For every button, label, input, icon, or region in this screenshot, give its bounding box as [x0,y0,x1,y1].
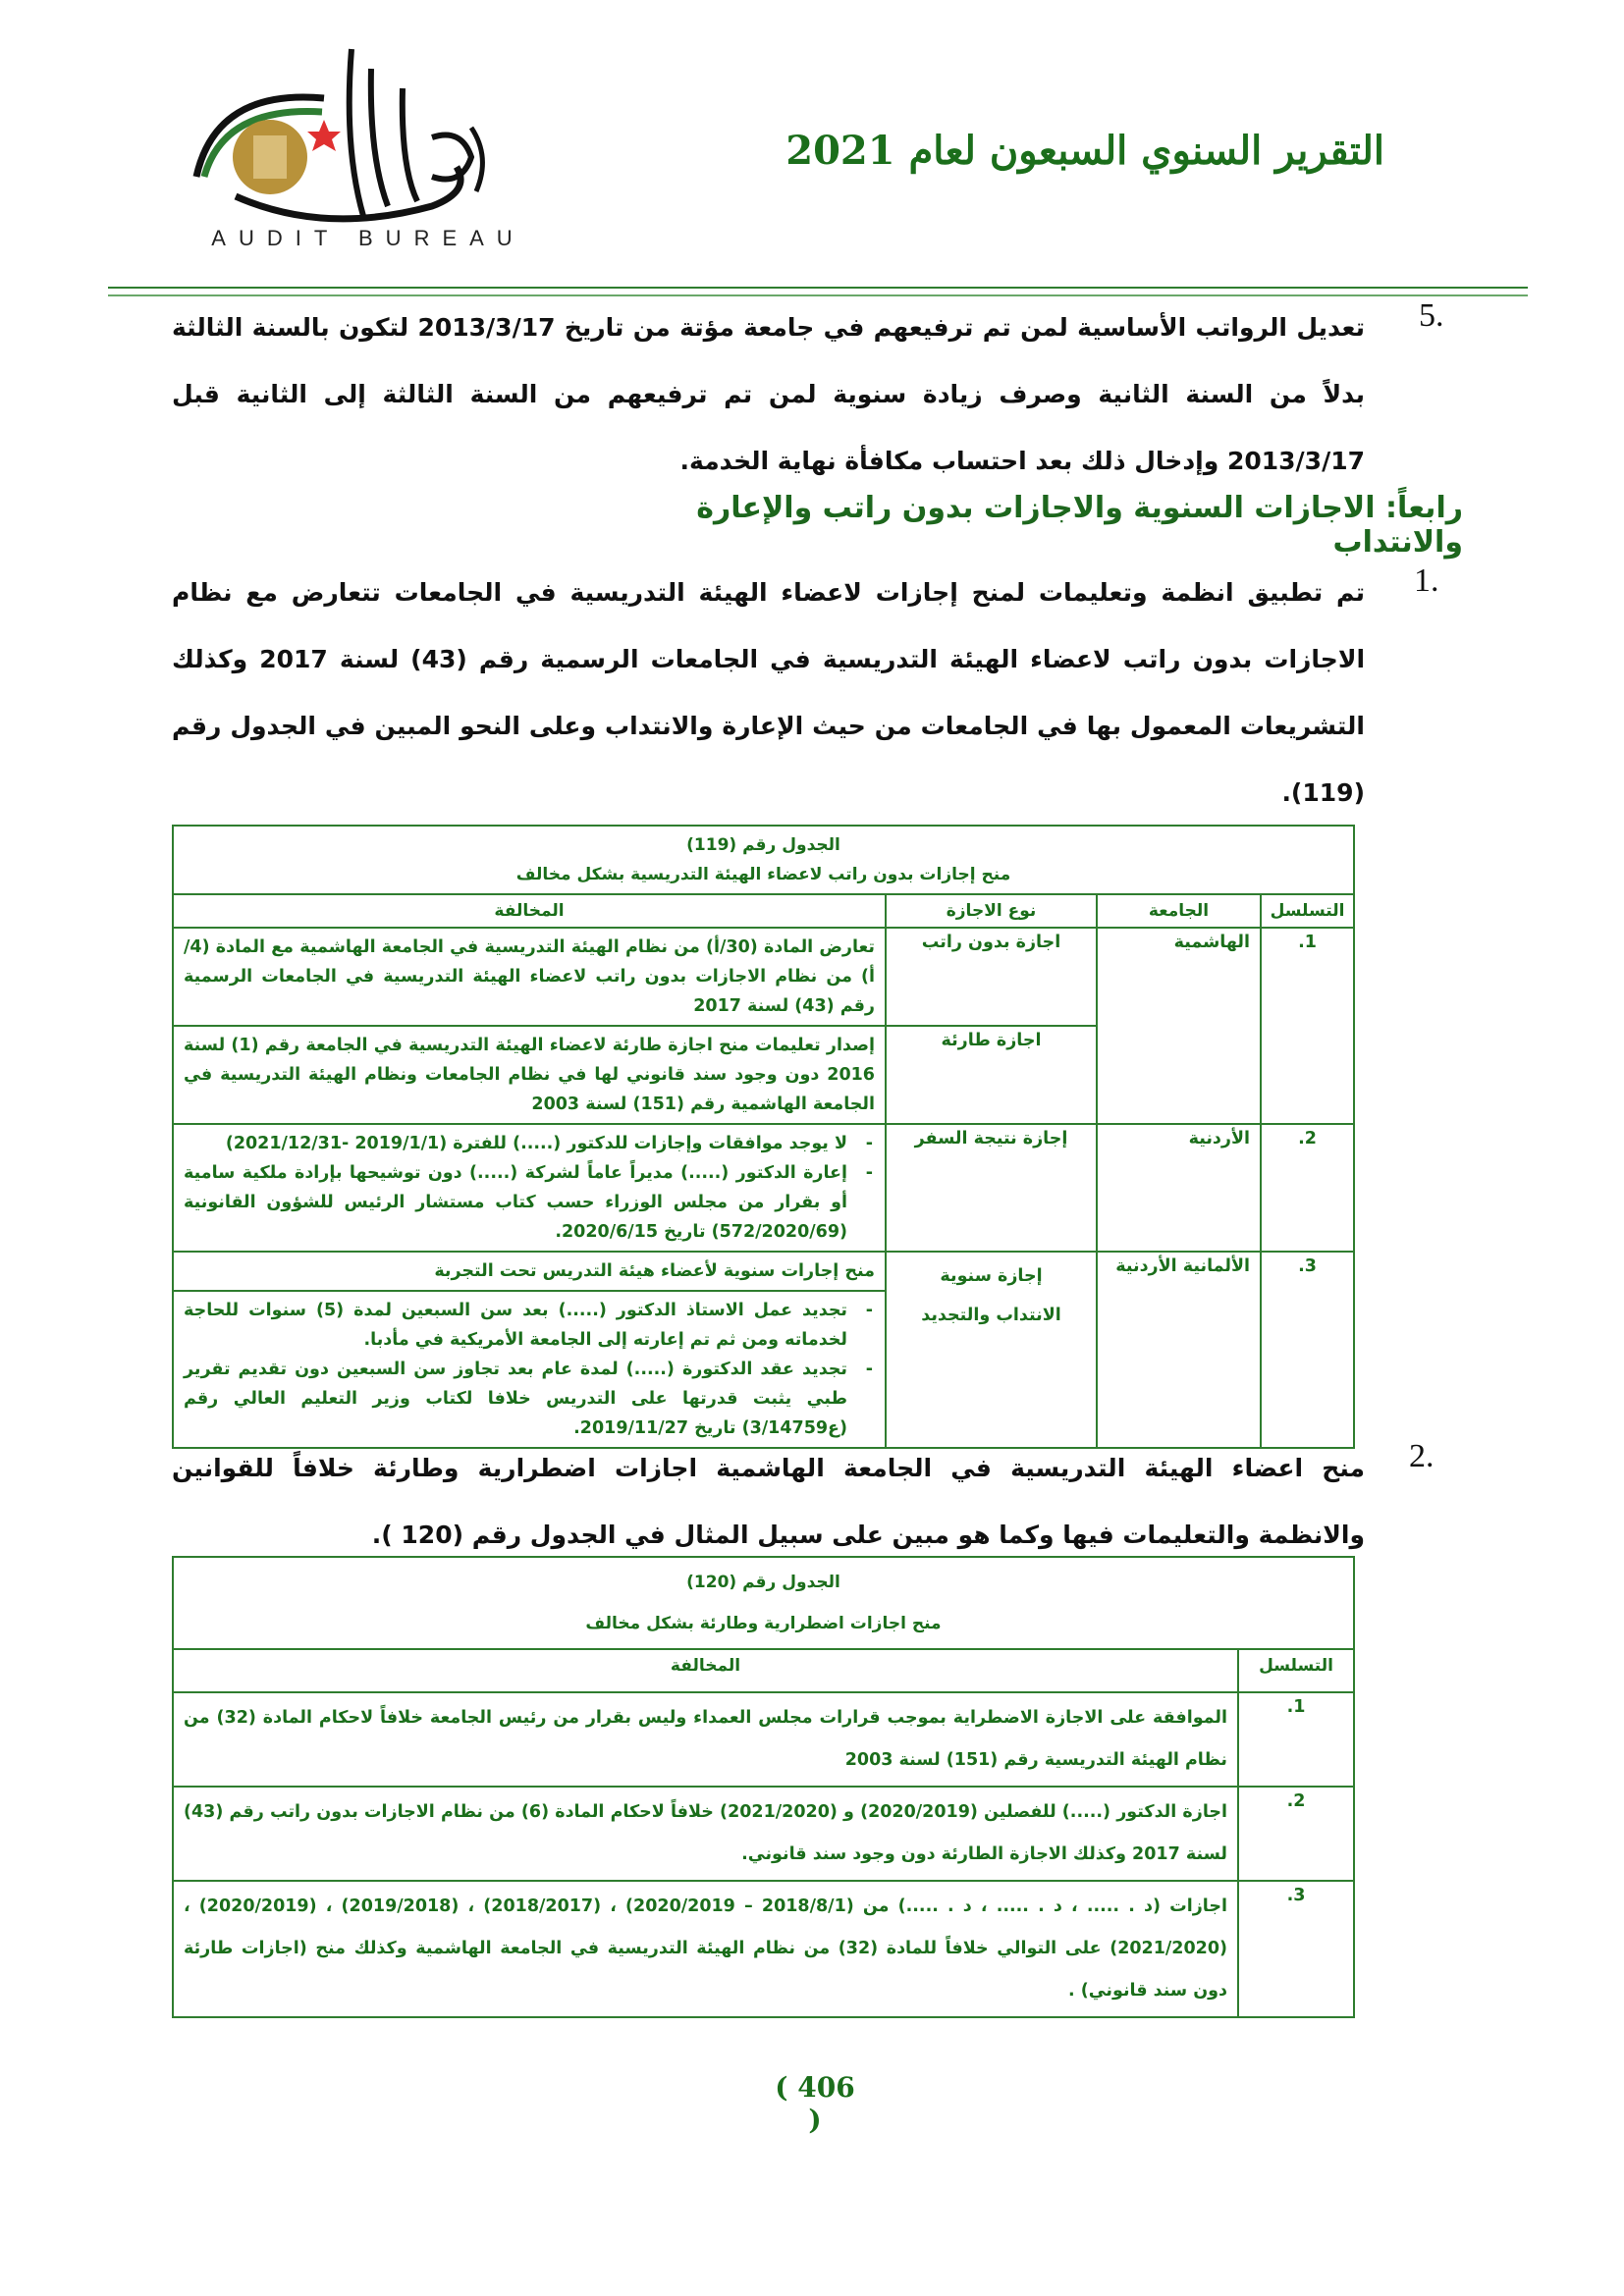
violation-item: - تجديد عقد الدكتورة (.....) لمدة عام بعد تجاوز سن السبعين دون تقديم تقرير طبي يثبت قدرتها على التدريس خلافا لكتاب وزير التعليم العالي رقم (ع3/14759) تاريخ 2019/11/27. [184,1355,875,1443]
table-row [173,1124,1354,1252]
seq-cell: 2. [1238,1787,1354,1881]
logo-latin-text: AUDIT BUREAU [211,226,525,250]
leave-type-cell [886,1252,1097,1448]
paragraph-5: تعديل الرواتب الأساسية لمن تم ترفيعهم في جامعة مؤتة من تاريخ 2013/3/17 لتكون بالسنة الثالثة بدلاً من السنة الثانية وصرف زيادة سنوية لمن تم ترفيعهم من السنة الثالثة إلى الثانية قبل 2013/3/17 وإدخال ذلك بعد احتساب مكافأة نهاية الخدمة. [172,313,1365,475]
para-number: 1. [1414,562,1439,599]
para-number: 5. [1419,297,1444,334]
leave-type-cell: اجازة بدون راتب [886,928,1097,1026]
violation-item: - لا يوجد موافقات وإجازات للدكتور (.....) للفترة (2019/1/1 -2021/12/31) [184,1129,875,1158]
violation-cell: تعارض المادة (30/أ) من نظام الهيئة التدريسية في الجامعة الهاشمية مع المادة (4/أ) من نظام الاجازات بدون راتب لاعضاء الهيئة التدريسية في الجامعات الرسمية رقم (43) لسنة 2017 [173,928,886,1026]
para-number: 2. [1409,1438,1435,1474]
paragraph-2: منح اعضاء الهيئة التدريسية في الجامعة الهاشمية اجازات اضطرارية وطارئة خلافاً للقوانين والانظمة والتعليمات فيها وكما هو مبين على سبيل المثال في الجدول رقم (120 ). [172,1454,1365,1549]
violation-cell: اجازات (د . ..... ، د . ..... ، د . .....) من (2018/8/1 – 2020/2019) ، (2018/2017) ، (2019/2018) ، (2020/2019) ، (2021/2020) على التوالي خلافاً للمادة (32) من نظام الهيئة التدريسية في الجامعة الهاشمية وكذلك منح (اجازات طارئة دون سند قانوني) . [173,1881,1238,2017]
table-caption [173,1557,1354,1649]
university-cell: الألمانية الأردنية [1097,1252,1261,1448]
table-row [173,1692,1354,1787]
seq-cell: 2. [1261,1124,1354,1252]
violation-cell [173,1291,886,1448]
violation-cell: اجازة الدكتور (.....) للفصلين (2020/2019) و (2021/2020) خلافاً لاحكام المادة (6) من نظام الاجازات بدون راتب رقم (43) لسنة 2017 وكذلك الاجازة الطارئة دون وجود سند قانوني. [173,1787,1238,1881]
violation-item: - تجديد عمل الاستاذ الدكتور (.....) بعد سن السبعين لمدة (5) سنوات للحاجة لخدماته ومن ثم تم إعارته إلى الجامعة الأمريكية في مأدبا. [184,1296,875,1355]
seq-cell: 1. [1238,1692,1354,1787]
table-row [173,1252,1354,1291]
report-title: التقرير السنوي السبعون لعام 2021 [785,128,1384,174]
header-violation: المخالفة [173,894,886,928]
violation-cell: إصدار تعليمات منح اجازة طارئة لاعضاء الهيئة التدريسية في الجامعة رقم (1) لسنة 2016 دون وجود سند قانوني لها في نظام الجامعات ونظام الهيئة التدريسية في الجامعة الهاشمية رقم (151) لسنة 2003 [173,1026,886,1124]
seq-cell: 1. [1261,928,1354,1124]
table-title: الجدول رقم (119) [686,835,840,855]
violation-cell [173,1124,886,1252]
violation-cell: الموافقة على الاجازة الاضطراية بموجب قرارات مجلس العمداء وليس بقرار من رئيس الجامعة خلافاً لاحكام المادة (32) من نظام الهيئة التدريسية رقم (151) لسنة 2003 [173,1692,1238,1787]
table-row [173,1881,1354,2017]
audit-bureau-logo [177,29,560,265]
leave-type-cell: اجازة طارئة [886,1026,1097,1124]
leave-type: الانتداب والتجديد [921,1306,1061,1325]
paragraph-1: تم تطبيق انظمة وتعليمات لمنح إجازات لاعضاء الهيئة التدريسية في الجامعات تتعارض مع نظام الاجازات بدون راتب لاعضاء الهيئة التدريسية في الجامعات الرسمية رقم (43) لسنة 2017 وكذلك التشريعات المعمول بها في الجامعات من حيث الإعارة والانتداب وعلى النحو المبين في الجدول رقم (119). [172,578,1366,807]
table-subtitle: منح اجازات اضطرارية وطارئة بشكل مخالف [585,1614,942,1633]
header-university: الجامعة [1097,894,1261,928]
violation-item: - إعارة الدكتور (.....) مديراً عاماً لشركة (.....) دون توشيحها بإرادة ملكية سامية أو بقرار من مجلس الوزراء حسب كتاب مستشار الرئيس للشؤون القانونية (572/2020/69) تاريخ 2020/6/15. [184,1158,875,1247]
leave-type-cell: إجازة نتيجة السفر [886,1124,1097,1252]
header-seq: التسلسل [1261,894,1354,928]
header-violation: المخالفة [173,1649,1238,1692]
leave-type: إجازة سنوية [940,1266,1043,1286]
university-cell: الهاشمية [1097,928,1261,1124]
header-seq: التسلسل [1238,1649,1354,1692]
table-subtitle: منح إجازات بدون راتب لاعضاء الهيئة التدريسية بشكل مخالف [515,865,1011,884]
table-120 [172,1556,1355,2018]
section-heading: رابعاً: الاجازات السنوية والاجازات بدون راتب والإعارة والانتداب [696,491,1463,560]
table-row [173,1787,1354,1881]
page-number: ( 406 ) [775,2071,855,2136]
table-row [173,928,1354,1026]
violation-cell: منح إجارات سنوية لأعضاء هيئة التدريس تحت التجربة [173,1252,886,1291]
table-title: الجدول رقم (120) [686,1573,840,1592]
university-cell: الأردنية [1097,1124,1261,1252]
seq-cell: 3. [1238,1881,1354,2017]
header-leave-type: نوع الاجازة [886,894,1097,928]
table-caption [173,826,1354,894]
seq-cell: 3. [1261,1252,1354,1448]
table-119 [172,825,1355,1449]
